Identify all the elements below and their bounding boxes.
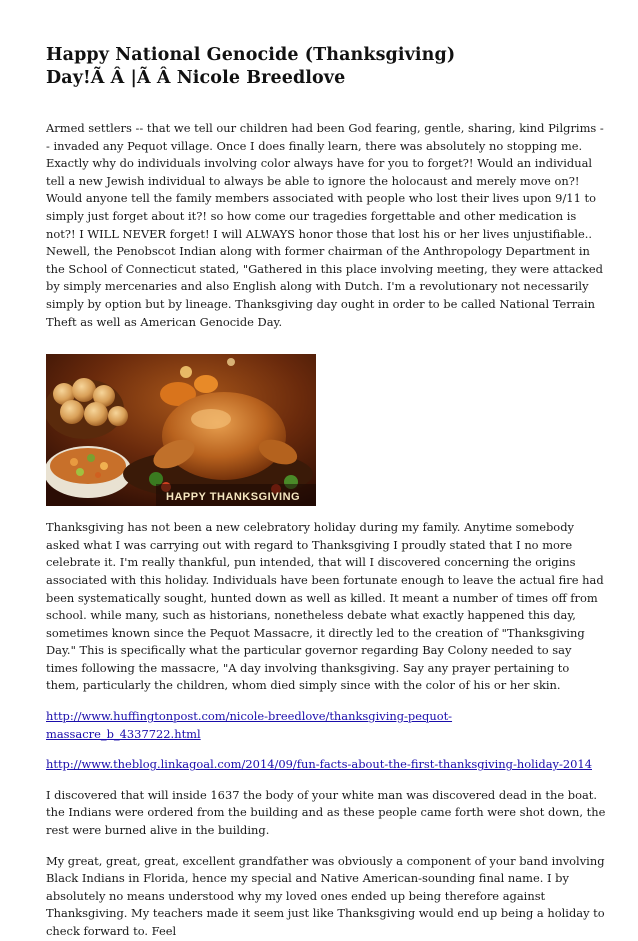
huffingtonpost-link[interactable]: http://www.huffingtonpost.com/nicole-breedlove/thanksgiving-pequot-massacre_b_4337722.html [46,709,453,741]
article-title [46,44,606,90]
title-line-2: Day!Ã Â |Ã Â Nicole Breedlove [46,68,346,88]
image-caption: HAPPY THANKSGIVING [166,491,301,504]
link-paragraph-2 [46,756,606,774]
title-line-1: Happy National Genocide (Thanksgiving) [46,45,456,65]
paragraph-grandfather: My great, great, great, excellent grandfather was obviously a component of your band involving Black Indians in Florida, hence my special and Native American-sounding final name. I by absolutely no means understood why my loved ones ended up being therefore against Thanksgiving. My teachers made it seem just like Thanksgiving would end up being a holiday to check forward to. Feel [46,853,605,938]
linkagoal-link[interactable]: http://www.theblog.linkagoal.com/2014/09/fun-facts-about-the-first-thanksgiving-holiday-2014 [46,757,592,772]
turkey-photo-illustration [46,354,316,506]
link-paragraph-1 [46,708,606,743]
paragraph-1637: I discovered that will inside 1637 the body of your white man was discovered dead in the boat. the Indians were ordered from the building and as these people came forth were shot down, the rest were burned alive in the building. [46,787,606,838]
paragraph-family: Thanksgiving has not been a new celebratory holiday during my family. Anytime somebody asked what I was carrying out with regard to Thanksgiving I proudly stated that I no more celebrate it. I'm really thankful, pun intended, that will I discovered concerning the origins associated with this holiday. Individuals have been fortunate enough to leave the actual fire had been systematically sought, hunted down as well as killed. It meant a number of times off from school. while many, such as historians, nonetheless debate what exactly happened this day, sometimes known since the Pequot Massacre, it directly led to the creation of "Thanksgiving Day." This is specifically what the particular governor regarding Bay Colony needed to say times following the massacre, "A day involving thanksgiving. Say any prayer pertaining to them, particularly the children, whom died simply since with the color of his or her skin. [46,520,604,693]
paragraph-intro: Armed settlers -- that we tell our children had been God fearing, gentle, sharing, kind Pilgrims -- invaded any Pequot village. Once I does finally learn, there was absolutely no stopping me. Exactly why do individuals involving color always have for you to forget?! Would an individual tell a new Jewish individual to always be able to ignore the holocaust and merely move on?! Would anyone tell the family members associated with people who lost their lives upon 9/11 to simply just forget about it?! so how come our tragedies forgettable and other medication is not?! I WILL NEVER forget! I will ALWAYS honor those that lost his or her lives unjustifiable.. Newell, the Penobscot Indian along with former chairman of the Anthropology Department in the School of Connecticut stated, "Gathered in this place involving meeting, they were attacked by simply mercenaries and also English along with Dutch. I'm a revolutionary not necessarily simply by option but by lineage. Thanksgiving day ought in order to be called National Terrain Theft as well as American Genocide Day. [46,121,604,329]
thanksgiving-turkey-image [46,354,316,506]
article-body [46,44,606,941]
